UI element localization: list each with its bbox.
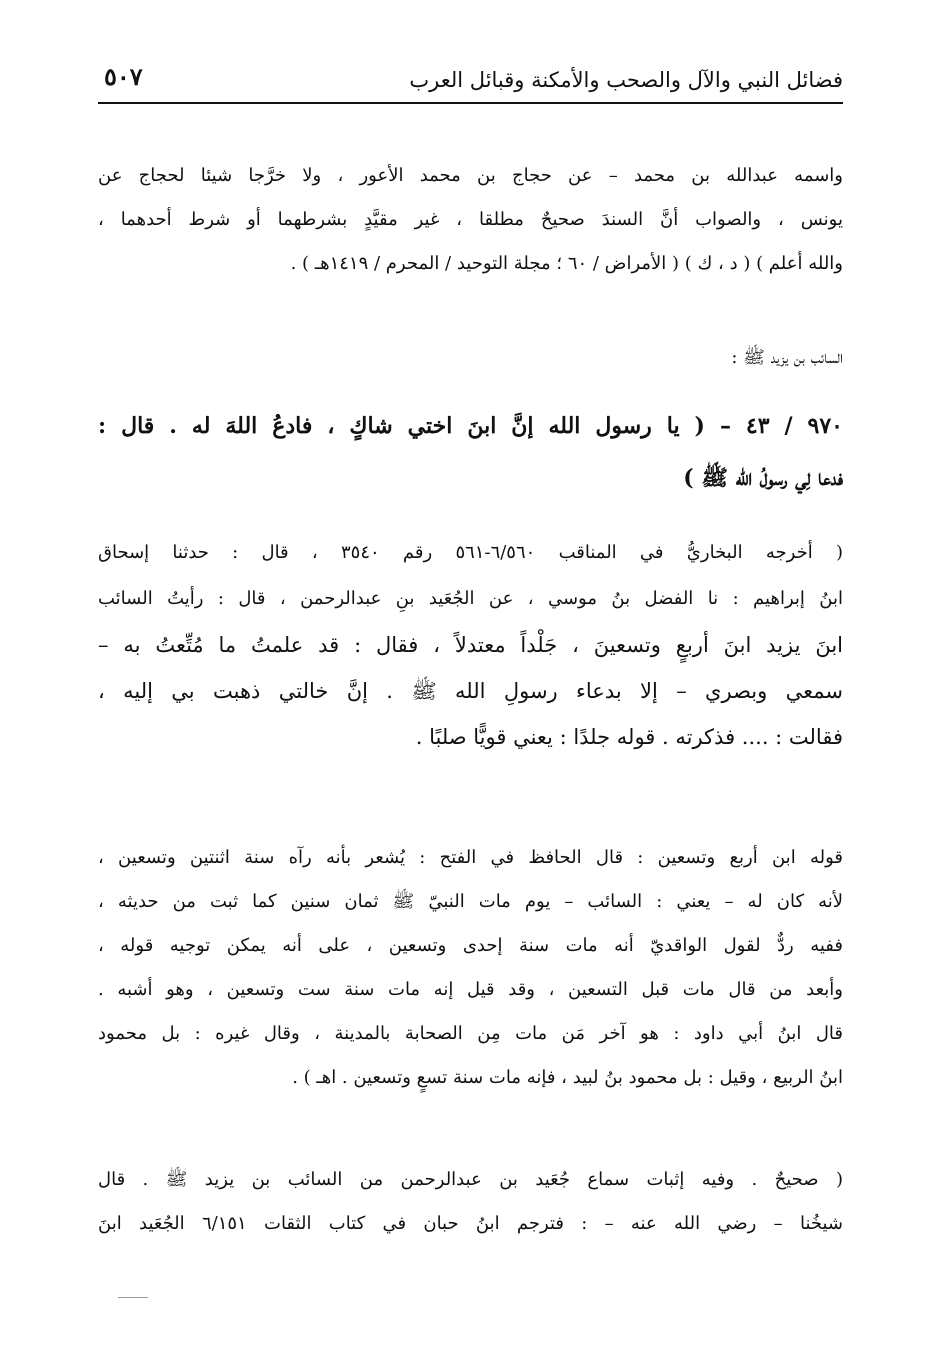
takhrij-line: ابنَ يزيد ابنَ أربعٍ وتسعينَ ، جَلْداً معتدلاً ، فقال : قد علمتُ ما مُتِّعتُ به –	[98, 633, 843, 657]
final-line: شيخُنا – رضي الله عنه – : فترجم ابنُ حبان في كتاب الثقات ٦/١٥١ الجُعَيد ابنَ	[98, 1213, 843, 1234]
takhrij-paragraph	[98, 530, 843, 760]
hadith-line: فدعا لِي رسولُ الله ﷺ )	[683, 465, 843, 491]
text-line: والله أعلم ) ( د ، ك ) ( الأمراض / ٦٠ ؛ مجلة التوحيد / المحرم / ١٤١٩هـ ) .	[290, 253, 843, 274]
hadith-line: ٩٧٠ / ٤٣ – ( يا رسول الله إنَّ ابنَ اختي شاكٍ ، فادعُ اللهَ له . قال :	[98, 413, 843, 439]
commentary-line: وأبعد من قال مات قبل التسعين ، وقد قيل إنه مات سنة ست وتسعين ، وهو أشبه .	[98, 979, 843, 1000]
text-line: واسمه عبدالله بن محمد – عن حجاج بن محمد الأعور ، ولا خرَّجا شيئا لحجاج عن	[98, 165, 843, 186]
commentary-line: قال ابنُ أبي داود : هو آخر مَن مات مِن الصحابة بالمدينة ، وقال غيره : بل محمود	[98, 1023, 843, 1044]
commentary-line: ففيه ردٌّ لقول الواقديّ أنه مات سنة إحدى وتسعين ، على أنه يمكن توجيه قوله ،	[98, 935, 843, 956]
section-heading: السائب بن يزيد ﷺ :	[731, 347, 843, 368]
takhrij-line: سمعي وبصري – إلا بدعاء رسولِ الله ﷺ . إنَّ خالتي ذهبت بي إليه ،	[98, 679, 843, 703]
takhrij-line: ابنُ إبراهيم : نا الفضل بنُ موسي ، عن الجُعَيد بنِ عبدالرحمن ، قال : رأيتُ السائب	[98, 588, 843, 609]
footnote-rule	[118, 1297, 148, 1298]
header-title: فضائل النبي والآل والصحب والأمكنة وقبائل العرب	[409, 68, 843, 92]
commentary-paragraph	[98, 836, 843, 1100]
section-heading-block	[98, 336, 843, 380]
text-line: يونس ، والصواب أنَّ السندَ صحيحٌ مطلقا ، غير مقيَّدٍ بشرطهما أو شرط أحدهما ،	[98, 209, 843, 230]
hadith-text	[98, 400, 843, 504]
page-number: ٥٠٧	[104, 62, 143, 91]
paragraph-1	[98, 154, 843, 286]
running-header	[98, 58, 843, 104]
takhrij-line: ( أخرجه البخاريُّ في المناقب ٦/٥٦٠-٥٦١ رقم ٣٥٤٠ ، قال : حدثنا إسحاق	[98, 542, 843, 563]
commentary-line: قوله ابن أربع وتسعين : قال الحافظ في الفتح : يُشعر بأنه رآه سنة اثنتين وتسعين ،	[98, 847, 843, 868]
commentary-line: ابنُ الربيع ، وقيل : بل محمود بنُ لبيد ، فإنه مات سنة تسعٍ وتسعين . اهـ ) .	[292, 1067, 843, 1088]
final-line: ( صحيحٌ . وفيه إثبات سماع جُعَيد بن عبدالرحمن من السائب بن يزيد ﷺ . قال	[98, 1169, 843, 1190]
commentary-line: لأنه كان له – يعني : السائب – يوم مات النبيّ ﷺ ثمان سنين كما ثبت من حديثه ،	[98, 891, 843, 912]
takhrij-line: فقالت : .... فذكرته . قوله جلدًا : يعني قويًّا صلبًا .	[415, 725, 843, 749]
final-paragraph	[98, 1158, 843, 1246]
